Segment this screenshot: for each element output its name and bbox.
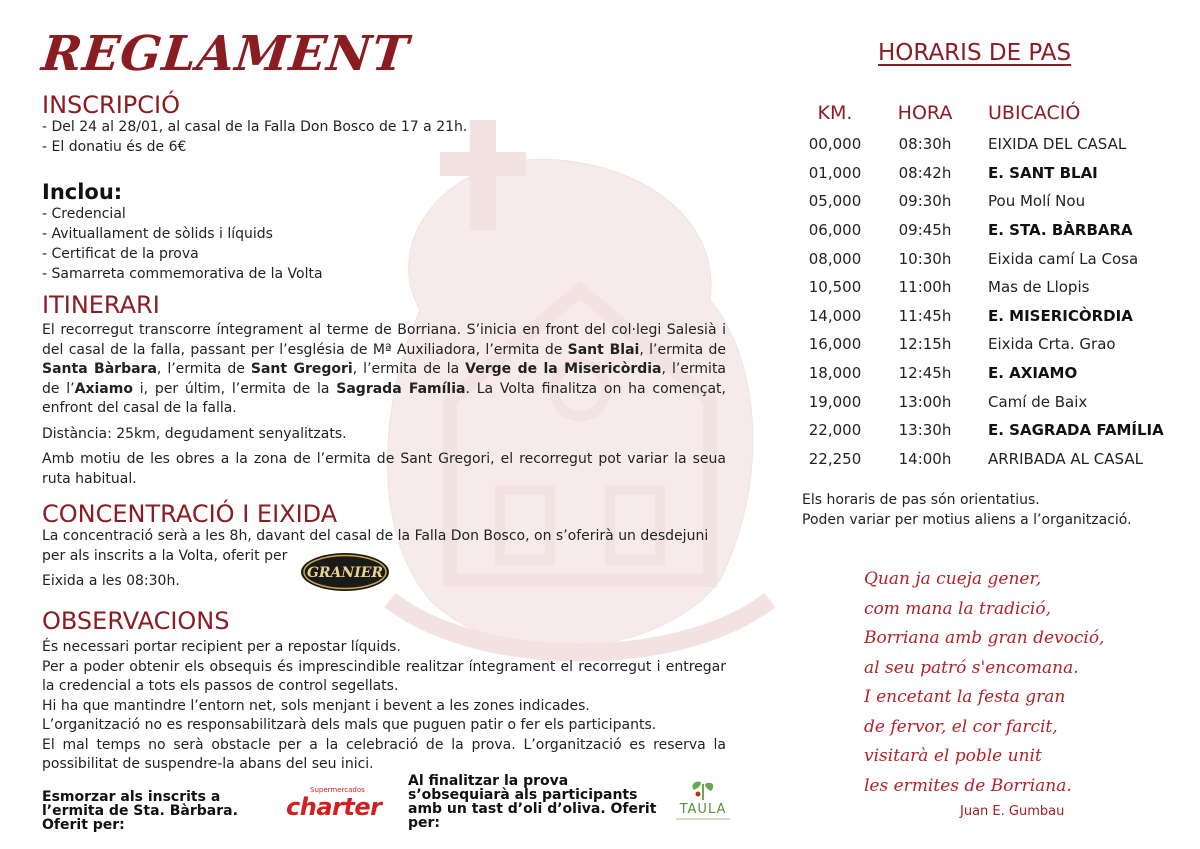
cell-ubicacio: EIXIDA DEL CASAL: [988, 135, 1127, 154]
cell-hora: 11:45h: [898, 306, 952, 325]
heading-inclou: Inclou:: [42, 180, 123, 204]
cell-hora: 13:00h: [898, 392, 952, 411]
finalitzar-text: Al finalitzar la prova s’obsequiarà als participants amb un tast d’oli d’oliva. Oferit per:: [408, 773, 657, 831]
table-row: [800, 416, 1180, 445]
cell-hora: 11:00h: [898, 278, 952, 297]
schedule-note-line: Els horaris de pas són orientatius.: [802, 492, 1040, 508]
taula-logo-text: TAULA: [679, 802, 727, 817]
table-row: [800, 273, 1180, 302]
table-row: [800, 187, 1180, 216]
itinerari-highlight: Axiamo: [74, 380, 133, 397]
itinerari-highlight: Sant Blai: [567, 341, 640, 358]
poem: [864, 565, 1184, 801]
cell-km: 22,000: [808, 421, 862, 440]
section-observacions: [42, 608, 726, 775]
table-row: [800, 387, 1180, 416]
itinerari-text: , l’ermita de: [639, 341, 727, 358]
cell-ubicacio: E. MISERICÒRDIA: [988, 306, 1133, 325]
itinerari-text: , l’ermita de la: [352, 361, 466, 377]
observacions-line: Hi ha que mantindre l’entorn net, sols menjant i bevent a les zones indicades.: [42, 697, 590, 714]
section-inclou: [42, 180, 732, 284]
table-row: [800, 359, 1180, 388]
table-row: [800, 244, 1180, 273]
observacions-line: És necessari portar recipient per a repostar líquids.: [42, 639, 401, 655]
itinerari-note: Amb motiu de les obres a la zona de l’ermita de Sant Gregori, el recorregut pot variar la seua ruta habitual.: [42, 451, 726, 487]
observacions-line: Per a poder obtenir els obsequis és imprescindible realitzar íntegrament el recorregut i entregar la credencial a tots els passos de control segellats.: [42, 658, 726, 694]
table-row: [800, 330, 1180, 359]
poem-line: com mana la tradició,: [864, 598, 1052, 619]
itinerari-distance: Distància: 25km, degudament senyalitzats.: [42, 425, 347, 442]
schedule-note-line: Poden variar per motius aliens a l’organització.: [802, 512, 1132, 528]
cell-ubicacio: Camí de Baix: [988, 392, 1088, 411]
inscripcio-line: - Del 24 al 28/01, al casal de la Falla Don Bosco de 17 a 21h.: [42, 119, 468, 135]
itinerari-text: . La Volta finalitza on ha començat, enfront del casal de la falla.: [42, 380, 726, 416]
concentracio-text: La concentració serà a les 8h, davant del casal de la Falla Don Bosco, on s’oferirà un desdejuni per als inscrits a la Volta, oferit per: [42, 528, 709, 564]
granier-logo-text: GRANIER: [306, 565, 384, 581]
cell-km: 00,000: [808, 135, 862, 154]
schedule-header-row: [800, 96, 1180, 130]
cell-hora: 14:00h: [898, 449, 952, 468]
poem-line: Quan ja cueja gener,: [864, 569, 1042, 589]
itinerari-paragraph: [42, 321, 726, 419]
itinerari-text: , l’ermita de: [156, 361, 251, 377]
esmorzar-text: Esmorzar als inscrits a l’ermita de Sta. Bàrbara. Oferit per:: [42, 789, 238, 833]
itinerari-highlight: Sant Gregori: [250, 361, 353, 377]
charter-logo: charter: [286, 793, 382, 821]
list-item: - Avituallament de sòlids i líquids: [42, 224, 732, 244]
poem-line: les ermites de Borriana.: [864, 775, 1072, 796]
heading-observacions: OBSERVACIONS: [42, 607, 230, 635]
inscripcio-line: - El donatiu és de 6€: [42, 138, 187, 155]
cell-ubicacio: E. STA. BÀRBARA: [988, 221, 1133, 240]
schedule-table: [800, 96, 1180, 473]
section-itinerari: [42, 292, 726, 489]
table-row: [800, 445, 1180, 474]
poem-author: Juan E. Gumbau: [960, 804, 1065, 819]
cell-km: 08,000: [808, 249, 862, 268]
cell-ubicacio: Eixida camí La Cosa: [988, 249, 1139, 268]
cell-km: 06,000: [808, 221, 862, 240]
cell-hora: 10:30h: [898, 249, 952, 268]
concentracio-eixida: Eixida a les 08:30h.: [42, 573, 180, 589]
cell-ubicacio: E. AXIAMO: [988, 364, 1078, 383]
cell-hora: 12:15h: [898, 335, 952, 354]
poem-line: visitarà el poble unit: [864, 746, 1042, 766]
cell-km: 01,000: [808, 163, 862, 182]
itinerari-highlight: Verge de la Misericòrdia: [465, 361, 662, 377]
page-title: REGLAMENT: [39, 26, 412, 82]
header-hora: HORA: [897, 102, 953, 124]
inclou-list: [42, 204, 732, 284]
horaris-title: HORARIS DE PAS: [878, 40, 1072, 66]
heading-inscripcio: INSCRIPCIÓ: [42, 91, 180, 119]
cell-km: 05,000: [808, 192, 862, 211]
table-row: [800, 159, 1180, 188]
taula-logo: [668, 778, 738, 824]
cell-ubicacio: Eixida Crta. Grao: [988, 335, 1116, 354]
list-item: - Credencial: [42, 204, 732, 224]
itinerari-text: , l’ermita de l’: [42, 361, 727, 397]
poem-line: I encetant la festa gran: [864, 687, 1066, 707]
itinerari-text: El recorregut transcorre íntegrament al terme de Borriana. S’inicia en front del col·legi Salesià i del casal de la falla, passant per l’església de Mª Auxiliadora, l’ermita de: [42, 322, 726, 358]
cell-km: 14,000: [808, 306, 862, 325]
cell-hora: 08:42h: [898, 163, 952, 182]
poem-line: de fervor, el cor farcit,: [864, 716, 1058, 737]
itinerari-highlight: Sagrada Família: [336, 380, 466, 397]
heading-concentracio: CONCENTRACIÓ I EIXIDA: [42, 500, 338, 528]
cell-hora: 12:45h: [898, 364, 952, 383]
poem-line: al seu patró s'encomana.: [864, 657, 1079, 678]
cell-hora: 09:45h: [898, 221, 952, 240]
header-km: KM.: [817, 102, 853, 124]
cell-ubicacio: Mas de Llopis: [988, 278, 1090, 297]
table-row: [800, 216, 1180, 245]
granier-logo: [300, 552, 390, 592]
observacions-line: El mal temps no serà obstacle per a la celebració de la prova. L’organització es reserva la possibilitat de suspendre-la abans del seu inici.: [42, 736, 726, 772]
charter-logo-tagline: Supermercados: [310, 786, 365, 794]
cell-km: 18,000: [808, 364, 862, 383]
itinerari-text: i, per últim, l’ermita de la: [132, 380, 337, 397]
observacions-line: L’organització no es responsabilitzarà dels mals que puguen patir o fer els participants.: [42, 717, 657, 733]
cell-km: 16,000: [808, 335, 862, 354]
list-item: - Samarreta commemorativa de la Volta: [42, 264, 732, 284]
header-ubicacio: UBICACIÓ: [988, 102, 1081, 124]
schedule-note: [802, 490, 1182, 530]
cell-ubicacio: ARRIBADA AL CASAL: [988, 449, 1143, 468]
cell-ubicacio: Pou Molí Nou: [988, 192, 1086, 211]
itinerari-highlight: Santa Bàrbara: [42, 361, 157, 377]
list-item: - Certificat de la prova: [42, 244, 732, 264]
table-row: [800, 130, 1180, 159]
cell-hora: 08:30h: [898, 135, 952, 154]
cell-hora: 09:30h: [898, 192, 952, 211]
cell-ubicacio: E. SANT BLAI: [988, 163, 1098, 182]
cell-hora: 13:30h: [898, 421, 952, 440]
cell-ubicacio: E. SAGRADA FAMÍLIA: [988, 421, 1164, 440]
section-inscripcio: [42, 92, 732, 157]
cell-km: 22,250: [808, 449, 862, 468]
poem-line: Borriana amb gran devoció,: [864, 628, 1105, 648]
schedule-body: [800, 130, 1180, 473]
cell-km: 10,500: [808, 278, 862, 297]
heading-itinerari: ITINERARI: [42, 291, 160, 319]
cell-km: 19,000: [808, 392, 862, 411]
table-row: [800, 302, 1180, 331]
